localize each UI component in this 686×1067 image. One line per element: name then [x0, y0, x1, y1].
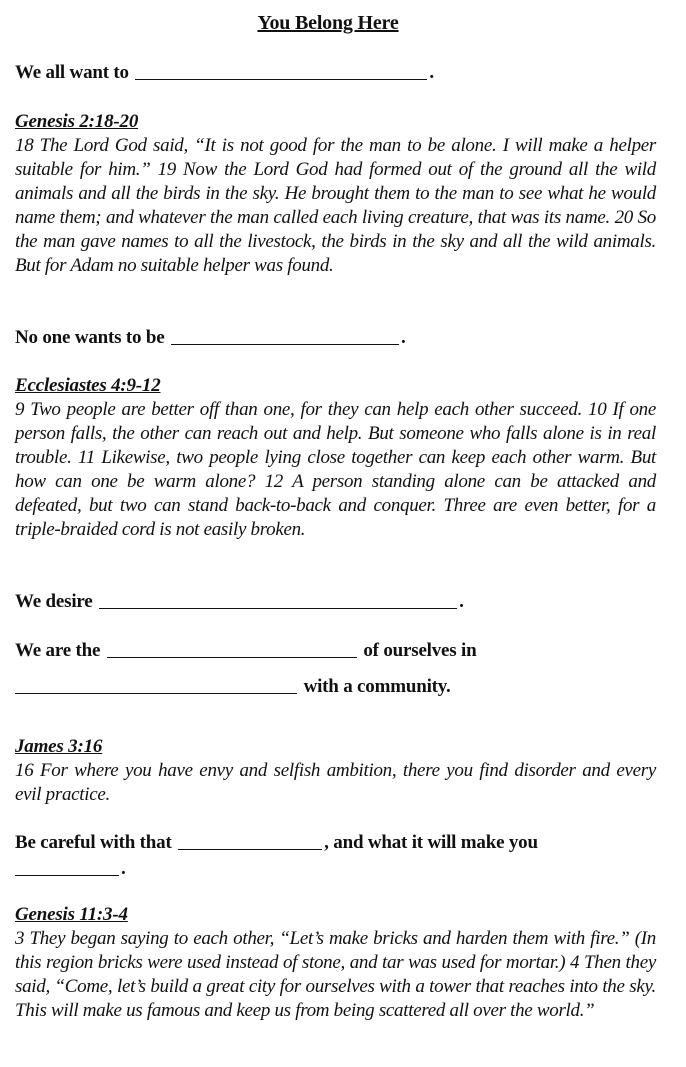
scripture-text: 3 They began saying to each other, “Let’s make bricks and harden them with fire.” (In this region bricks were used instead of stone, and tar was used for mortar.) 4 Then they said, “Come, let’s build a great city for ourselves with a tower that reaches into the sky. This will make us famous and keep us from being scattered all over the world.” [15, 928, 656, 1021]
prompt-text: No one wants to be [15, 327, 165, 348]
answer-blank[interactable] [178, 832, 322, 850]
prompt-we-are-the [15, 640, 476, 662]
scripture-text: 16 For where you have envy and selfish ambition, there you find disorder and every evil practice. [15, 760, 656, 805]
prompt-text: . [459, 591, 464, 612]
answer-blank[interactable] [135, 62, 427, 80]
prompt-text: of ourselves in [363, 640, 477, 661]
prompt-we-desire [15, 591, 464, 613]
answer-blank[interactable] [15, 676, 297, 694]
scripture-reference: James 3:16 [15, 736, 103, 757]
prompt-text: with a community. [303, 676, 451, 697]
answer-blank[interactable] [99, 591, 457, 609]
page-title: You Belong Here [257, 12, 399, 34]
prompt-with-a-community [15, 676, 451, 698]
prompt-text: We desire [15, 591, 93, 612]
prompt-make-you [15, 858, 126, 880]
prompt-text: We all want to [15, 62, 129, 83]
scripture-text: 18 The Lord God said, “It is not good for the man to be alone. I will make a helper suitable for him.” 19 Now the Lord God had formed out of the ground all the wild animals and all the birds in the sky. He brought them to the man to see what he would name them; and whatever the man called each living creature, that was its name. 20 So the man gave names to all the livestock, the birds in the sky and all the wild animals. But for Adam no suitable helper was found. [15, 135, 656, 276]
scripture-reference: Ecclesiastes 4:9-12 [15, 375, 161, 396]
prompt-text: . [401, 327, 406, 348]
prompt-text: . [121, 858, 126, 879]
prompt-text: , and what it will make you [324, 832, 538, 853]
answer-blank[interactable] [171, 327, 399, 345]
prompt-text: We are the [15, 640, 101, 661]
scripture-reference: Genesis 11:3-4 [15, 904, 128, 925]
prompt-text: . [429, 62, 434, 83]
answer-blank[interactable] [107, 640, 357, 658]
prompt-be-careful [15, 832, 538, 854]
scripture-reference: Genesis 2:18-20 [15, 111, 139, 132]
prompt-text: Be careful with that [15, 832, 172, 853]
scripture-text: 9 Two people are better off than one, for they can help each other succeed. 10 If one person falls, the other can reach out and help. But someone who falls alone is in real trouble. 11 Likewise, two people lying close together can keep each other warm. But how can one be warm alone? 12 A person standing alone can be attacked and defeated, but two can stand back-to-back and conquer. Three are even better, for a triple-braided cord is not easily broken. [15, 399, 656, 540]
prompt-no-one-wants-to-be [15, 327, 406, 349]
answer-blank[interactable] [15, 858, 119, 876]
prompt-we-all-want-to [15, 62, 434, 84]
